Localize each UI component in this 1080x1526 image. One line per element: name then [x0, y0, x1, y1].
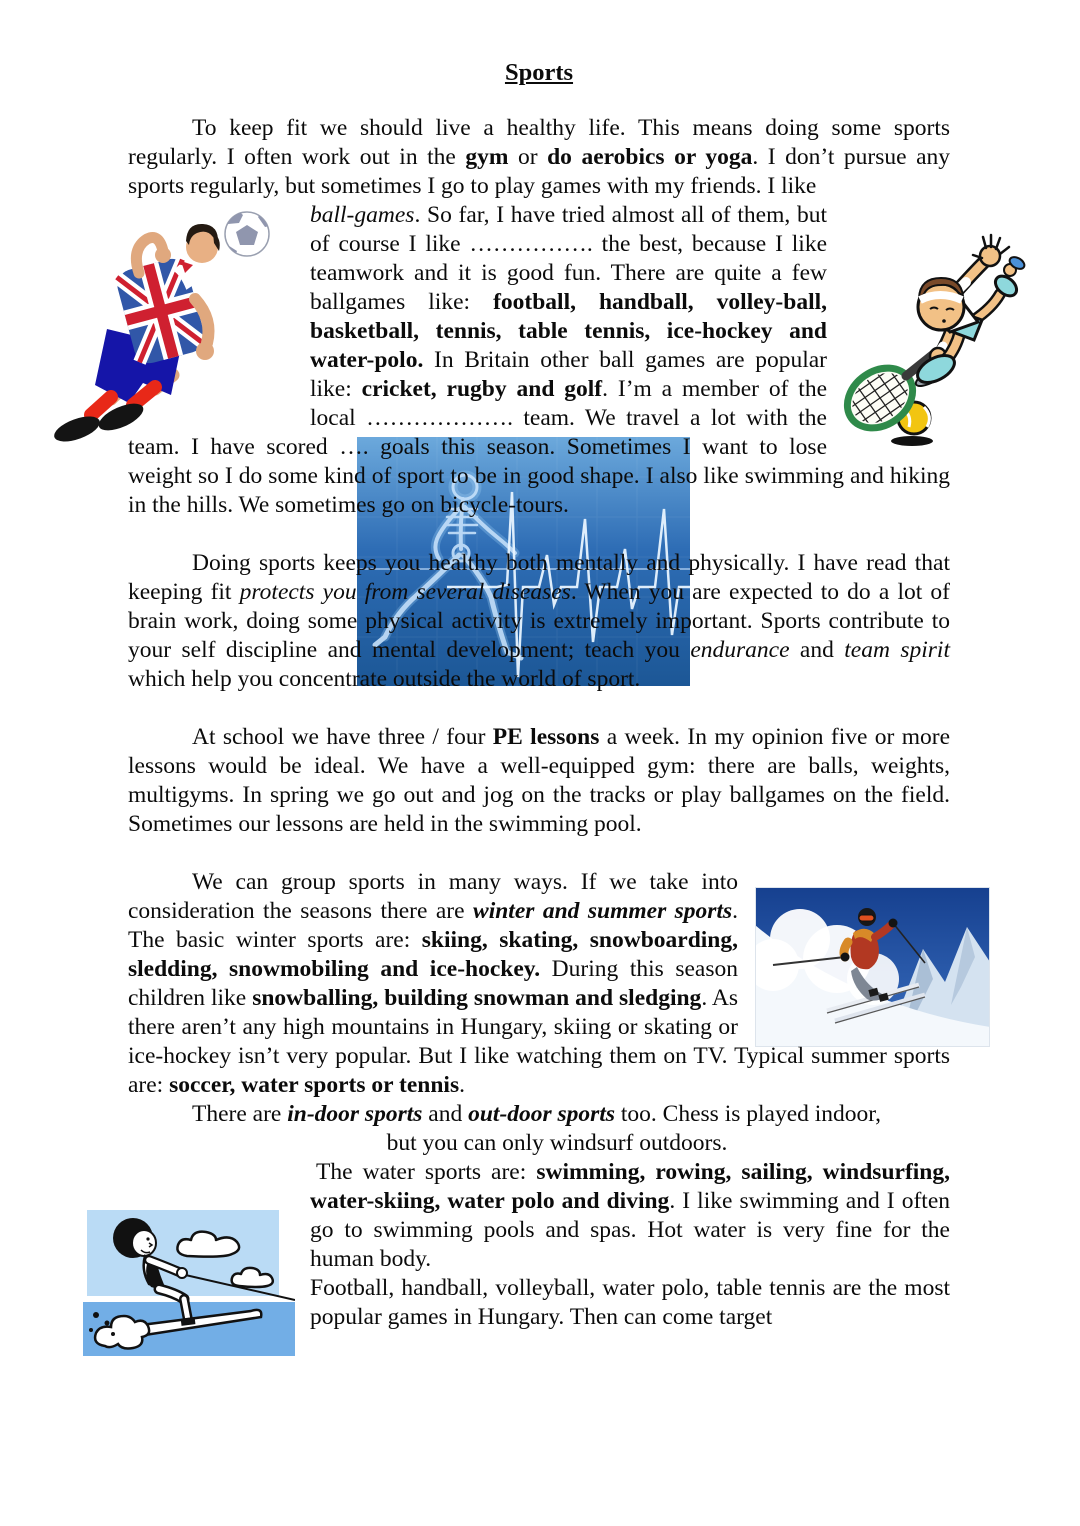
- text-run: .: [459, 1072, 465, 1098]
- text-run: protects you from several diseases: [239, 579, 571, 605]
- text-run: To keep fit we should live a healthy life. This means doing some sports regularly. I often work out in the: [128, 115, 950, 170]
- tennis-image-spacer: [827, 201, 950, 462]
- text-run: . So far, I have tried almost all of them, but of course I like ……………. the best, because I like teamwork and it is good fun. There are quite a few ballgames like:: [310, 202, 827, 315]
- paragraph-water-wrapped: [128, 1158, 950, 1334]
- text-run: Football, handball, volleyball, water polo, table tennis are the most popular games in Hungary. Then can come target: [310, 1275, 950, 1330]
- water-skier-image-spacer: [128, 1158, 310, 1334]
- text-run: At school we have three / four: [192, 724, 493, 750]
- text-run: winter and summer sports: [473, 898, 733, 924]
- text-run: . I don’t pursue any sports regularly, but sometimes I go to play games with my friends. I like: [128, 144, 950, 199]
- text-run: . The basic winter sports are:: [128, 898, 738, 953]
- text-run: Doing sports keeps you healthy both mentally and physically. I have read that keeping fit: [128, 550, 950, 605]
- text-run: endurance: [690, 637, 790, 663]
- line-windsurf: [128, 1129, 950, 1158]
- paragraph-pe-lessons: [128, 723, 950, 839]
- text-run: snowballing, building snowman and sledging: [252, 985, 702, 1011]
- text-run: swimming, rowing, sailing, windsurfing, water-skiing, water polo and diving: [310, 1159, 950, 1214]
- text-run: cricket, rugby and golf: [361, 376, 603, 402]
- text-run: and: [789, 637, 845, 663]
- text-run: . When you are expected to do a lot of brain work, doing some physical activity is extremely important. Sports contribute to your self discipline and mental development; teach you: [128, 579, 951, 663]
- document-content: [128, 0, 950, 1334]
- football-image-spacer: [128, 201, 310, 433]
- skier-photo-spacer: [738, 868, 950, 1042]
- text-run: During this season children like: [128, 956, 739, 1011]
- text-run: in-door sports: [287, 1101, 423, 1127]
- text-run: PE lessons: [492, 724, 600, 750]
- page-title: Sports: [504, 59, 574, 86]
- paragraph-indoor-outdoor: [128, 1100, 950, 1129]
- text-run: but you can only windsurf outdoors.: [386, 1130, 728, 1156]
- red-sock: [91, 397, 111, 415]
- paragraph-health: [128, 549, 950, 694]
- text-run: a week. In my opinion five or more lessons would be ideal. We have a well-equipped gym: there are balls, weights, multigyms. In spring we go out and jog on the tracks or play ballgames on the field. Sometimes our lessons are held in the swimming pool.: [128, 724, 950, 837]
- text-run: too. Chess is played indoor,: [615, 1101, 882, 1127]
- text-run: In Britain other ball games are popular like:: [310, 347, 827, 402]
- text-run: ball-games: [310, 202, 415, 228]
- paragraph-intro: [128, 114, 950, 201]
- text-run: . As there aren’t any high mountains in Hungary, skiing or skating or ice-hockey isn’t very popular. But I like watching them on TV. Typical summer sports are:: [128, 985, 950, 1098]
- text-run: The water sports are:: [316, 1159, 537, 1185]
- paragraph-seasons-wrapped: [128, 868, 950, 1100]
- text-run: gym: [465, 144, 509, 170]
- text-run: team spirit: [844, 637, 950, 663]
- text-run: . I like swimming and I often go to swimming pools and spas. Hot water is very fine for the human body.: [310, 1188, 950, 1272]
- text-run: which help you concentrate outside the world of sport.: [128, 666, 641, 692]
- text-run: We can group sports in many ways. If we take into consideration the seasons there are: [128, 869, 738, 924]
- text-run: do aerobics or yoga: [547, 144, 753, 170]
- text-run: or: [508, 144, 548, 170]
- text-run: and: [422, 1101, 469, 1127]
- text-run: out-door sports: [468, 1101, 616, 1127]
- text-run: . I’m a member of the local ………………. team. We travel a lot with the team. I have scored …. goals this season. Sometimes I want to lose weight so I do some kind of sport to be in good shape. I also like swimming and hiking in the hills. We sometimes go on bicycle-tours.: [128, 376, 950, 518]
- text-run: football, handball, volley-ball, basketball, tennis, table tennis, ice-hockey and water-polo.: [310, 289, 828, 373]
- text-run: soccer, water sports or tennis: [169, 1072, 460, 1098]
- paragraph-intro-wrapped: [128, 201, 950, 520]
- text-run: There are: [192, 1101, 288, 1127]
- text-run: skiing, skating, snowboarding, sledding, snowmobiling and ice-hockey.: [128, 927, 738, 982]
